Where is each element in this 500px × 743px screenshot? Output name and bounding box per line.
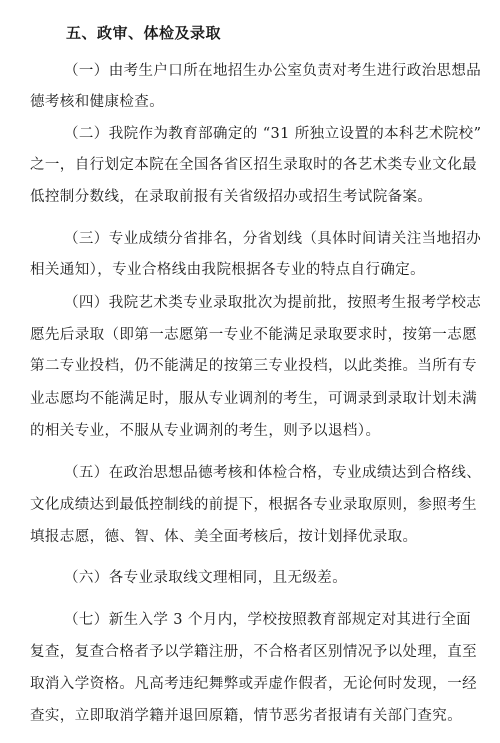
paragraph-4-line-1: （四）我院艺术类专业录取批次为提前批，按照考生报考学校志 xyxy=(64,295,482,311)
paragraph-5-line-1: （五）在政治思想品德考核和体检合格，专业成绩达到合格线、 xyxy=(64,465,482,481)
paragraph-7-line-3: 取消入学资格。凡高考违纪舞弊或弄虚作假者，无论何时发现，一经 xyxy=(30,676,477,692)
paragraph-4-line-5: 的相关专业，不服从专业调剂的考生，则予以退档）。 xyxy=(30,423,381,439)
paragraph-4-line-3: 第二专业投档，仍不能满足的按第三专业投档，以此类推。当所有专 xyxy=(30,358,477,374)
paragraph-7-line-2: 复查，复查合格者予以学籍注册，不合格者区别情况予以处理，直至 xyxy=(30,644,477,660)
section-title: 五、政审、体检及录取 xyxy=(66,24,222,42)
paragraph-2-line-3: 低控制分数线，在录取前报有关省级招办或招生考试院备案。 xyxy=(30,189,433,205)
paragraph-1-line-1: （一）由考生户口所在地招生办公室负责对考生进行政治思想品 xyxy=(64,63,482,79)
paragraph-4-line-2: 愿先后录取（即第一志愿第一专业不能满足录取要求时，按第一志愿 xyxy=(30,327,477,343)
paragraph-3-line-1: （三）专业成绩分省排名，分省划线（具体时间请关注当地招办 xyxy=(64,231,482,247)
paragraph-7-line-1: （七）新生入学 3 个月内，学校按照教育部规定对其进行全面 xyxy=(64,612,472,628)
paragraph-5-line-3: 填报志愿，德、智、体、美全面考核后，按计划择优录取。 xyxy=(30,529,418,545)
paragraph-7-line-4: 查实，立即取消学籍并退回原籍，情节恶劣者报请有关部门查究。 xyxy=(30,708,463,724)
paragraph-6-line-1: （六）各专业录取线文理相同，且无级差。 xyxy=(64,570,348,586)
paragraph-2-line-1: （二）我院作为教育部确定的 “31 所独立设置的本科艺术院校” xyxy=(64,126,482,142)
paragraph-3-line-2: 相关通知），专业合格线由我院根据各专业的特点自行确定。 xyxy=(30,262,426,278)
paragraph-5-line-2: 文化成绩达到最低控制线的前提下，根据各专业录取原则，参照考生 xyxy=(30,497,477,513)
paragraph-2-line-2: 之一，自行划定本院在全国各省区招生录取时的各艺术类专业文化最 xyxy=(30,157,477,173)
paragraph-4-line-4: 业志愿均不能满足时，服从专业调剂的考生，可调录到录取计划未满 xyxy=(30,391,477,407)
paragraph-1-line-2: 德考核和健康检查。 xyxy=(30,94,165,110)
